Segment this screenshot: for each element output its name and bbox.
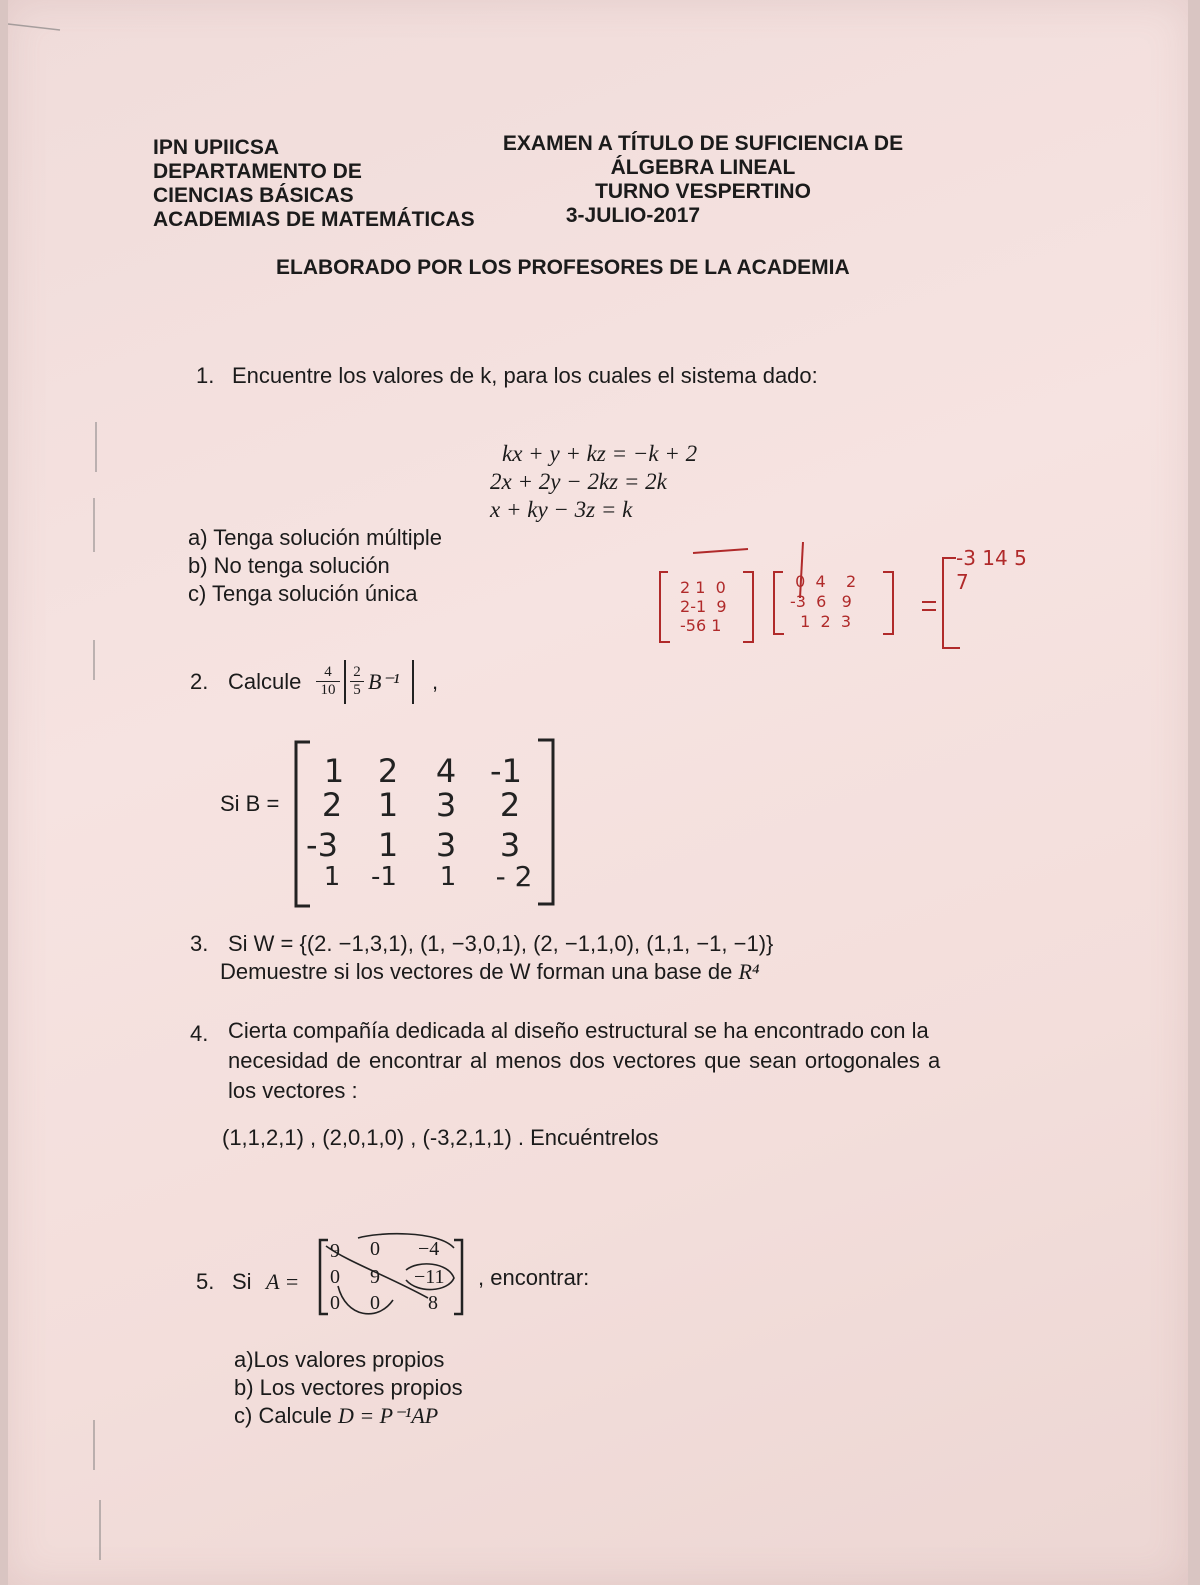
scribble-cell: 3 xyxy=(840,612,852,631)
q1-equation: kx + y + kz = −k + 2 xyxy=(502,441,698,466)
matrix-b-cell: -3 xyxy=(306,826,338,864)
q1-option: c) Tenga solución única xyxy=(188,581,418,606)
scribble-cell: 1 xyxy=(711,616,722,635)
scribble-cell: 2 xyxy=(680,578,691,597)
q2-frac-den: 10 xyxy=(320,682,336,698)
header-right-line: ÁLGEBRA LINEAL xyxy=(610,156,796,179)
q2-si-b: Si B = xyxy=(220,791,280,816)
matrix-b-cell: 1 xyxy=(377,826,399,864)
q3-line2-text: Demuestre si los vectores de W forman una base de xyxy=(220,959,733,984)
q1-option: a) Tenga solución múltiple xyxy=(188,525,442,550)
scribble-cell: 0 xyxy=(795,572,806,591)
q1-number: 1. xyxy=(196,363,215,388)
q4-vectors: (1,1,2,1) , (2,0,1,0) , (-3,2,1,1) . Encuéntrelos xyxy=(222,1125,659,1150)
matrix-b-cell: 3 xyxy=(499,826,521,864)
q2-inner-den: 5 xyxy=(353,682,361,698)
q5-item-c-text: c) Calcule xyxy=(234,1403,332,1428)
matrix-b-cell: 1 xyxy=(323,752,345,790)
scribble-cell: 6 xyxy=(695,616,707,635)
scribble-result-row: -3 14 5 xyxy=(956,546,1027,570)
exam-page xyxy=(8,0,1188,1585)
matrix-a-cell: 0 xyxy=(370,1292,380,1314)
q4-line: necesidad de encontrar al menos dos vectores que sean ortogonales a xyxy=(228,1048,941,1073)
header-left-line: CIENCIAS BÁSICAS xyxy=(153,184,354,207)
q2-prefix: Calcule xyxy=(228,669,302,694)
q5-item-c-expr: D = P⁻¹AP xyxy=(337,1403,439,1428)
scribble-cell: 2 xyxy=(680,597,691,616)
matrix-b-cell: 3 xyxy=(435,826,457,864)
q5-item: b) Los vectores propios xyxy=(234,1375,463,1400)
q4-number: 4. xyxy=(190,1021,209,1046)
scribble-cell: 1 xyxy=(800,612,811,631)
q2-inner-expr: B⁻¹ xyxy=(368,669,400,694)
q5-number: 5. xyxy=(196,1269,215,1294)
header-right-line: TURNO VESPERTINO xyxy=(595,180,811,203)
scribble-cell: -3 xyxy=(790,592,806,611)
matrix-b-cell: - 2 xyxy=(495,860,533,893)
matrix-a-cell: 0 xyxy=(370,1238,380,1260)
matrix-b-cell: 3 xyxy=(435,786,457,824)
matrix-b-cell: 2 xyxy=(499,786,521,824)
q5-a-eq: A = xyxy=(266,1269,300,1294)
q2-inner-num: 2 xyxy=(350,664,364,682)
header-left-line: IPN UPIICSA xyxy=(153,136,280,159)
q5-item: a)Los valores propios xyxy=(234,1347,445,1372)
scribble-cell: -1 xyxy=(690,597,707,616)
scribble-cell: 9 xyxy=(841,592,852,611)
matrix-b-cell: 2 xyxy=(321,786,343,824)
matrix-a-cell: 0 xyxy=(330,1292,340,1314)
matrix-b-cell: -1 xyxy=(490,752,522,790)
scribble-cell: 4 xyxy=(815,572,826,591)
matrix-a-cell: −4 xyxy=(418,1238,440,1260)
matrix-a-cell: 8 xyxy=(428,1292,438,1314)
scribble-cell: 6 xyxy=(816,592,827,611)
scribble-cell: -5 xyxy=(680,616,696,635)
q4-line: Cierta compañía dedicada al diseño estructural se ha encontrado con la xyxy=(228,1018,929,1043)
header-right-line: 3-JULIO-2017 xyxy=(565,204,701,227)
q1-text: Encuentre los valores de k, para los cuales el sistema dado: xyxy=(232,363,818,388)
scribble-cell: 2 xyxy=(845,572,857,591)
matrix-b-cell: 1 xyxy=(377,786,399,824)
scribble-cell: 0 xyxy=(715,578,726,597)
matrix-a-cell: 9 xyxy=(370,1266,380,1288)
q1-option: b) No tenga solución xyxy=(188,553,390,578)
margin-marks xyxy=(8,0,1188,1585)
matrix-b-cell: 2 xyxy=(377,752,399,790)
matrix-a-cell: −11 xyxy=(414,1266,445,1288)
q2-suffix: , xyxy=(432,669,439,694)
scribble-result-row: 7 xyxy=(956,570,969,594)
scribble-cell: 1 xyxy=(695,578,706,597)
q1-equation: 2x + 2y − 2kz = 2k xyxy=(490,469,667,494)
q3-line1: Si W = {(2. −1,3,1), (1, −3,0,1), (2, −1,1,0), (1,1, −1, −1)} xyxy=(228,931,774,956)
q3-r4: R⁴ xyxy=(738,959,760,984)
header-left-line: ACADEMIAS DE MATEMÁTICAS xyxy=(153,208,475,231)
matrix-b-cell: 1 xyxy=(323,862,341,892)
q3-number: 3. xyxy=(190,931,209,956)
scribble-cell: 9 xyxy=(716,597,727,616)
q5-si: Si xyxy=(232,1269,252,1294)
q2-number: 2. xyxy=(190,669,209,694)
q1-equation: x + ky − 3z = k xyxy=(490,497,633,522)
q5-suffix: , encontrar: xyxy=(478,1265,590,1290)
matrix-b-cell: -1 xyxy=(371,862,397,892)
q4-line: los vectores : xyxy=(228,1078,358,1103)
q2-frac-num: 4 xyxy=(316,664,340,682)
header-right-line: EXAMEN A TÍTULO DE SUFICIENCIA DE xyxy=(502,132,904,155)
matrix-b-cell: 4 xyxy=(435,752,457,790)
scribble-cell: 2 xyxy=(820,612,831,631)
matrix-a-cell: 9 xyxy=(330,1240,340,1262)
header-left-line: DEPARTAMENTO DE xyxy=(153,160,362,183)
matrix-a-cell: 0 xyxy=(330,1266,340,1288)
header-subtitle: ELABORADO POR LOS PROFESORES DE LA ACADEMIA xyxy=(276,256,850,279)
matrix-b-cell: 1 xyxy=(439,862,457,892)
